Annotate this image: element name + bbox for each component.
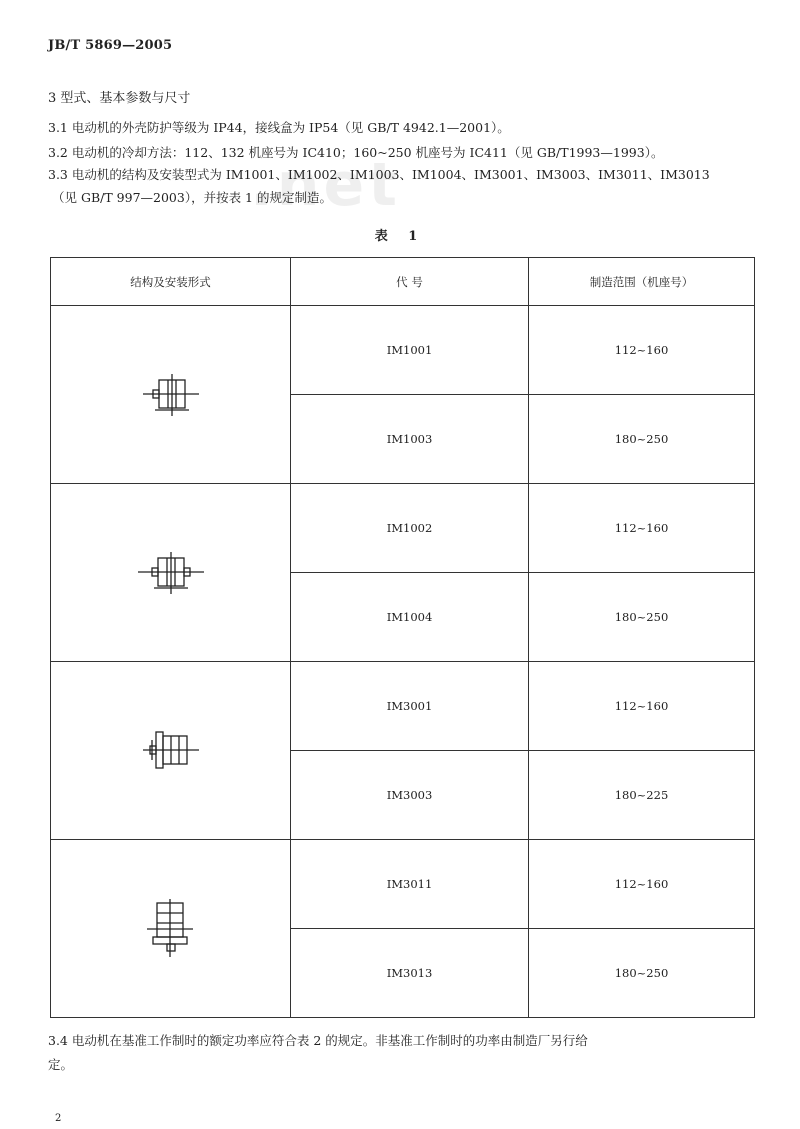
document-header: JB/T 5869—2005 [48,38,173,53]
clause-3-4-line1: 3.4 电动机在基准工作制时的额定功率应符合表 2 的规定。非基准工作制时的功率由制造厂另行给 [48,1033,588,1048]
range-cell: 180~250 [529,395,755,484]
watermark: .net [250,150,401,220]
range-cell: 180~250 [529,929,755,1018]
clause-3-3-line2: （见 GB/T 997—2003），并按表 1 的规定制造。 [52,190,332,205]
range-cell: 180~250 [529,573,755,662]
table-1 [50,257,755,1018]
motor-flange-mount-icon [141,726,201,776]
table-caption: 表 1 [374,229,426,244]
code-cell: IM3001 [291,662,529,751]
code-cell: IM1004 [291,573,529,662]
range-cell: 112~160 [529,840,755,929]
header-structure: 结构及安装形式 [51,258,291,306]
code-cell: IM3013 [291,929,529,1018]
mount-form-cell [51,484,291,662]
motor-foot-mount-icon [141,370,201,420]
clause-3-1: 3.1 电动机的外壳防护等级为 IP44，接线盒为 IP54（见 GB/T 4942.1—2001）。 [48,120,510,135]
clause-3-2: 3.2 电动机的冷却方法：112、132 机座号为 IC410；160~250 机座号为 IC411（见 GB/T1993—1993）。 [48,145,664,160]
range-cell: 180~225 [529,751,755,840]
table-row [51,840,755,929]
code-cell: IM1002 [291,484,529,573]
table-header-row [51,258,755,306]
header-code: 代 号 [291,258,529,306]
code-cell: IM1001 [291,306,529,395]
motor-vertical-flange-icon [143,899,199,959]
range-cell: 112~160 [529,662,755,751]
clause-3-4-line2: 定。 [48,1057,74,1072]
table-row [51,484,755,573]
range-cell: 112~160 [529,306,755,395]
page-footer-mark: 2 [55,1113,62,1124]
clause-3-3-line1: 3.3 电动机的结构及安装型式为 IM1001、IM1002、IM1003、IM1004、IM3001、IM3003、IM3011、IM3013 [48,167,710,182]
code-cell: IM3003 [291,751,529,840]
range-cell: 112~160 [529,484,755,573]
mount-form-cell [51,306,291,484]
section-title: 3 型式、基本参数与尺寸 [48,91,191,106]
mount-form-cell [51,840,291,1018]
table-row [51,306,755,395]
motor-foot-mount-double-shaft-icon [136,548,206,598]
table-row [51,662,755,751]
code-cell: IM1003 [291,395,529,484]
mount-form-cell [51,662,291,840]
code-cell: IM3011 [291,840,529,929]
header-range: 制造范围（机座号） [529,258,755,306]
